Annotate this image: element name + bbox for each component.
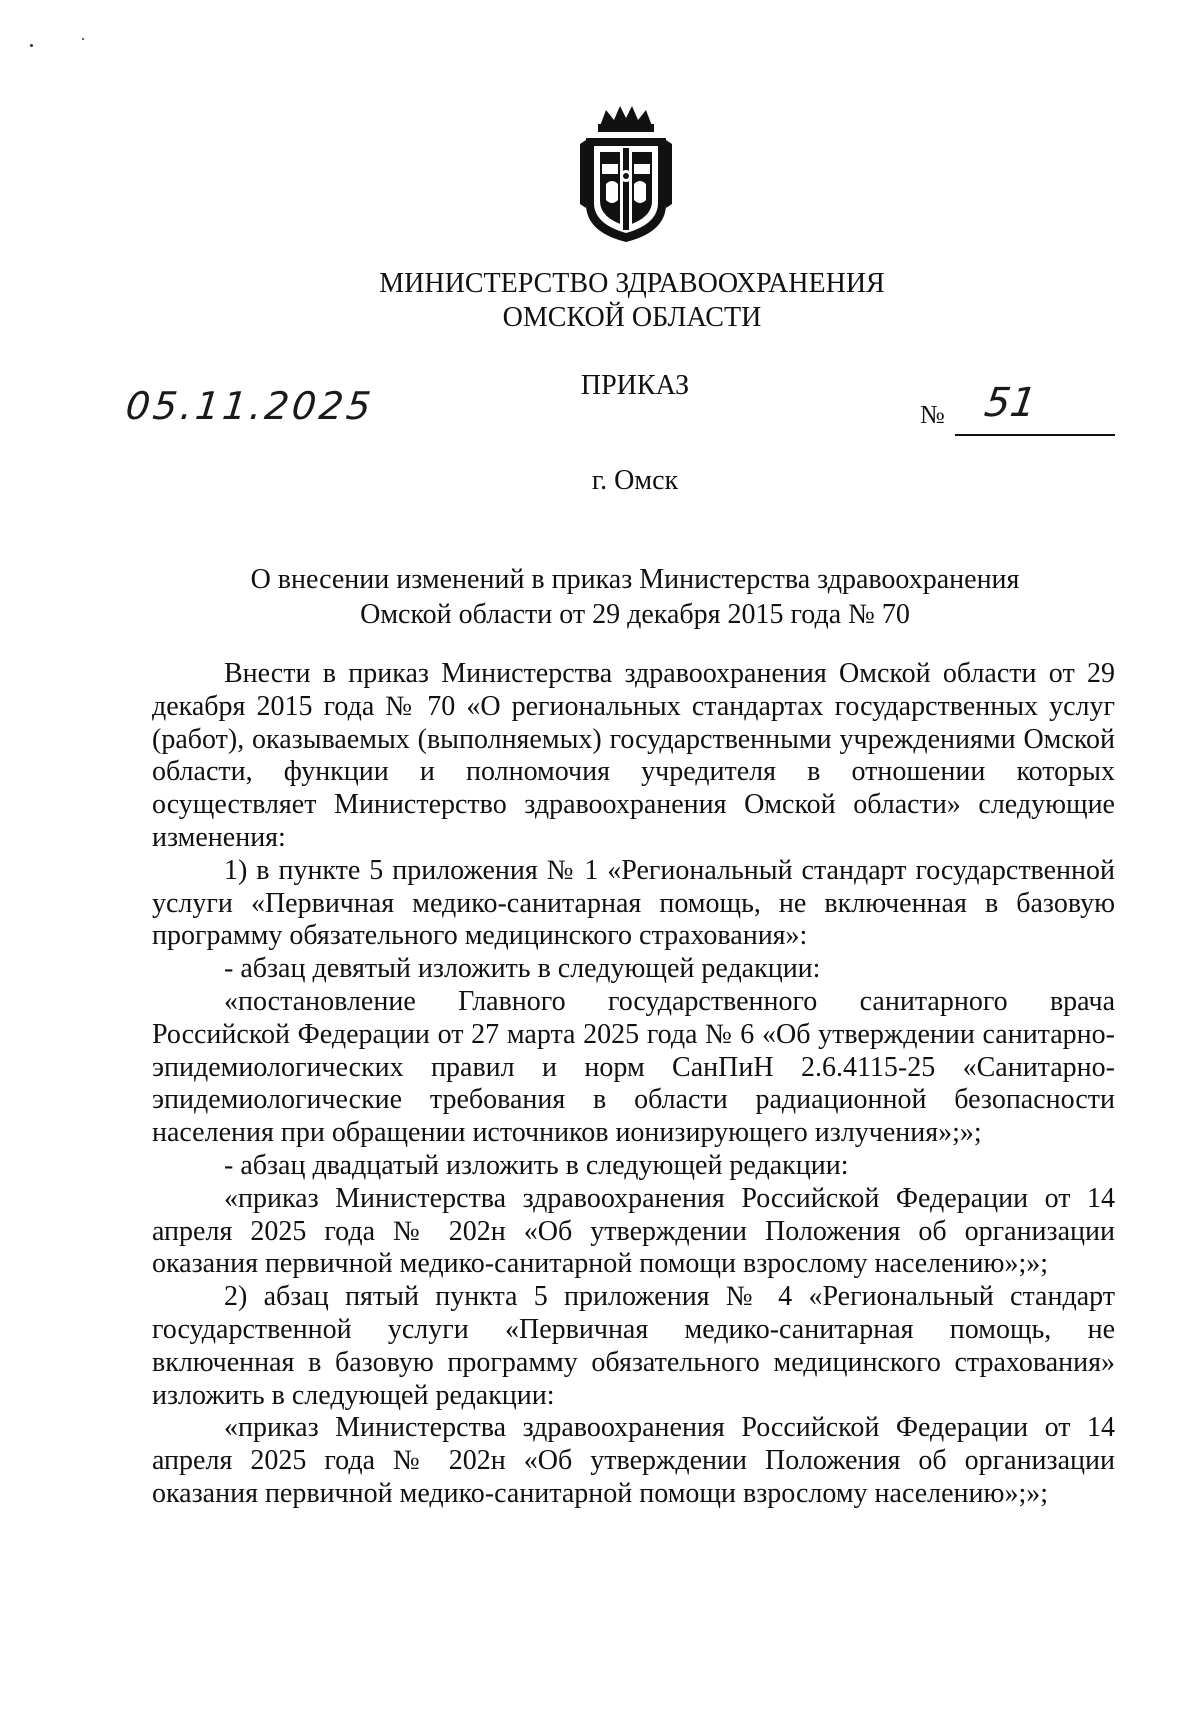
- document-body: [152, 658, 1115, 1511]
- body-paragraph: - абзац двадцатый изложить в следующей редакции:: [224, 1149, 849, 1181]
- body-paragraph: 1) в пункте 5 приложения № 1 «Региональный стандарт государственной услуги «Первичная медико-санитарная помощь, не включенная в базовую программу обязательного медицинского страхования»:: [152, 854, 1115, 952]
- body-paragraph: «постановление Главного государственного санитарного врача Российской Федерации от 27 марта 2025 года № 6 «Об утверждении санитарно-эпидемиологических правил и норм СанПиН 2.6.4115-25 «Санитарно-эпидемиологические требования в области радиационной безопасности населения при обращении источников ионизирующего излучения»;»;: [152, 985, 1115, 1149]
- ministry-name-line2: ОМСКОЙ ОБЛАСТИ: [502, 302, 762, 333]
- city-name: г. Омск: [591, 465, 679, 496]
- subject-line2: Омской области от 29 декабря 2015 года № 70: [360, 599, 910, 630]
- ministry-name-line1: МИНИСТЕРСТВО ЗДРАВООХРАНЕНИЯ: [379, 268, 885, 299]
- body-paragraph: 2) абзац пятый пункта 5 приложения № 4 «Региональный стандарт государственной услуги «Первичная медико-санитарная помощь, не включенная в базовую программу обязательного медицинского страхования» изложить в следующей редакции:: [152, 1281, 1115, 1411]
- scan-speck: [30, 44, 33, 47]
- number-underline: [955, 434, 1115, 436]
- body-paragraph: - абзац девятый изложить в следующей редакции:: [224, 953, 821, 985]
- body-paragraph: «приказ Министерства здравоохранения Российской Федерации от 14 апреля 2025 года № 202н «Об утверждении Положения об организации оказания первичной медико-санитарной помощи взрослому населению»;»;: [152, 1182, 1115, 1280]
- coat-of-arms-emblem: [572, 104, 680, 244]
- handwritten-document-number: 51: [981, 380, 1040, 426]
- body-paragraph: Внести в приказ Министерства здравоохранения Омской области от 29 декабря 2015 года № 70 «О региональных стандартах государственных услуг (работ), оказываемых (выполняемых) государственными учреждениями Омской области, функции и полномочия учредителя в отношении которых осуществляет Министерство здравоохранения Омской области» следующие изменения:: [152, 658, 1115, 853]
- body-paragraph: «приказ Министерства здравоохранения Российской Федерации от 14 апреля 2025 года № 202н «Об утверждении Положения об организации оказания первичной медико-санитарной помощи взрослому населению»;»;: [152, 1412, 1115, 1509]
- scan-speck: [82, 38, 84, 40]
- document-type-title: ПРИКАЗ: [580, 370, 690, 401]
- subject-line1: О внесении изменений в приказ Министерства здравоохранения: [250, 564, 1020, 595]
- handwritten-date: 05.11.2025: [123, 384, 376, 428]
- number-label: №: [920, 400, 945, 429]
